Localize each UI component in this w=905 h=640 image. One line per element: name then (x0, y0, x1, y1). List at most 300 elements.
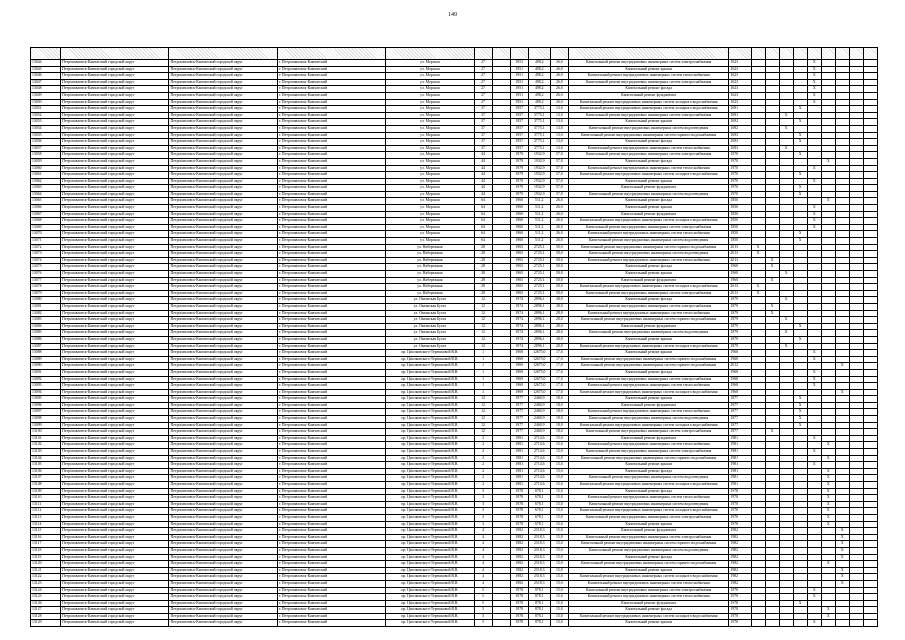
cell-year: 1965 (510, 244, 528, 251)
cell-year: 1965 (510, 251, 528, 258)
cell-mark-6 (821, 587, 835, 594)
cell-value: 50,0 (550, 271, 568, 278)
cell-mark-8 (849, 271, 863, 278)
table-row (31, 475, 878, 482)
cell-mark-7 (835, 106, 849, 113)
cell-settlement: г. Петропавловск-Камчатский (277, 251, 385, 258)
table-row (31, 152, 878, 159)
cell-street: ул. Набережная (386, 251, 474, 258)
cell-mark-1 (751, 211, 765, 218)
cell-mark-5 (807, 580, 821, 587)
cell-mark-5 (807, 514, 821, 521)
cell-mark-6 (821, 350, 835, 357)
cell-area: 2518,3 (528, 580, 550, 587)
cell-house: 64 (474, 224, 492, 231)
cell-mark-3: X (779, 112, 793, 119)
cell-region: Петропавловск-Камчатский городской округ (61, 251, 169, 258)
cell-region: Петропавловск-Камчатский городской округ (61, 501, 169, 508)
cell-plan: 1877 (729, 422, 751, 429)
cell-street: пр. Циолковского-Терешковой В.В. (386, 613, 474, 620)
cell-region: Петропавловск-Камчатский городской округ (61, 422, 169, 429)
cell-district: Петропавловск-Камчатский городской округ (169, 224, 277, 231)
cell-id: 13127 (31, 607, 61, 614)
cell-house: 28 (474, 264, 492, 271)
cell-floors (492, 112, 510, 119)
cell-mark-3 (779, 620, 793, 627)
cell-street: ул. Морская (386, 66, 474, 73)
cell-mark-6: X (821, 521, 835, 528)
cell-mark-5: X (807, 376, 821, 383)
cell-house: 12 (474, 416, 492, 423)
cell-mark-9 (863, 580, 877, 587)
cell-mark-8 (849, 356, 863, 363)
cell-street: пр. Циолковского-Терешковой В.В. (386, 356, 474, 363)
cell-floors (492, 106, 510, 113)
cell-street: ул. Морская (386, 165, 474, 172)
table-row (31, 86, 878, 93)
cell-area: 12675,0 (528, 383, 550, 390)
cell-mark-1 (751, 620, 765, 627)
cell-region: Петропавловск-Камчатский городской округ (61, 106, 169, 113)
cell-mark-9 (863, 541, 877, 548)
cell-floors (492, 73, 510, 80)
cell-mark-6 (821, 132, 835, 139)
cell-mark-8 (849, 323, 863, 330)
cell-mark-8 (849, 218, 863, 225)
cell-mark-5 (807, 198, 821, 205)
cell-work: Капитальный ремонт фундамента (568, 600, 729, 607)
cell-id: 13118 (31, 547, 61, 554)
cell-district: Петропавловск-Камчатский городской округ (169, 462, 277, 469)
cell-district: Петропавловск-Камчатский городской округ (169, 567, 277, 574)
cell-mark-6: X (821, 561, 835, 568)
cell-house: 37 (474, 125, 492, 132)
cell-mark-5: X (807, 73, 821, 80)
cell-mark-8 (849, 99, 863, 106)
cell-house: 1 (474, 383, 492, 390)
cell-floors (492, 238, 510, 245)
cell-mark-4 (793, 389, 807, 396)
cell-mark-2 (765, 501, 779, 508)
cell-region: Петропавловск-Камчатский городской округ (61, 587, 169, 594)
cell-mark-1 (751, 449, 765, 456)
cell-mark-4: X (793, 132, 807, 139)
cell-district: Петропавловск-Камчатский городской округ (169, 132, 277, 139)
cell-mark-2 (765, 422, 779, 429)
cell-value: 15,0 (550, 620, 568, 627)
cell-mark-9 (863, 488, 877, 495)
cell-district: Петропавловск-Камчатский городской округ (169, 317, 277, 324)
cell-region: Петропавловск-Камчатский городской округ (61, 158, 169, 165)
cell-id: 13049 (31, 92, 61, 99)
cell-work: Капитальный ремонт крыши (568, 205, 729, 212)
cell-district: Петропавловск-Камчатский городской округ (169, 389, 277, 396)
cell-plan: 1978 (729, 501, 751, 508)
cell-work: Капитальный ремонт внутридомовых инженерных систем электроснабжения (568, 376, 729, 383)
cell-street: пр. Циолковского-Терешковой В.В. (386, 554, 474, 561)
cell-district: Петропавловск-Камчатский городской округ (169, 488, 277, 495)
cell-mark-4: X (793, 119, 807, 126)
cell-mark-6 (821, 244, 835, 251)
cell-mark-9 (863, 303, 877, 310)
cell-street: ул. Набережная (386, 257, 474, 264)
cell-mark-5: X (807, 383, 821, 390)
cell-house: 12 (474, 297, 492, 304)
table-row (31, 99, 878, 106)
header-cell-value (550, 48, 568, 60)
cell-mark-4 (793, 488, 807, 495)
cell-street: пр. Циолковского-Терешковой В.В. (386, 442, 474, 449)
cell-street: ул. Морская (386, 139, 474, 146)
cell-work: Капитальный ремонт фундамента (568, 92, 729, 99)
cell-mark-6 (821, 251, 835, 258)
cell-mark-6 (821, 356, 835, 363)
cell-house: 2 (474, 475, 492, 482)
cell-area: 2725,1 (528, 251, 550, 258)
cell-mark-7: X (835, 574, 849, 581)
cell-house: 12 (474, 396, 492, 403)
cell-plan: 1970 (729, 185, 751, 192)
cell-mark-1 (751, 547, 765, 554)
cell-work: Капитальный ремонт внутридомовых инженерных систем теплоснабжения (568, 495, 729, 502)
cell-mark-2 (765, 92, 779, 99)
cell-id: 13108 (31, 482, 61, 489)
table-row (31, 125, 878, 132)
cell-settlement: г. Петропавловск-Камчатский (277, 534, 385, 541)
cell-value: 50,0 (550, 290, 568, 297)
cell-region: Петропавловск-Камчатский городской округ (61, 580, 169, 587)
cell-mark-8 (849, 429, 863, 436)
header-cell-house (474, 48, 492, 60)
table-row (31, 185, 878, 192)
cell-plan: 1691 (729, 106, 751, 113)
cell-mark-7 (835, 158, 849, 165)
cell-year: 1951 (510, 92, 528, 99)
cell-mark-2 (765, 521, 779, 528)
cell-house: 12 (474, 343, 492, 350)
cell-settlement: г. Петропавловск-Камчатский (277, 73, 385, 80)
cell-mark-5 (807, 422, 821, 429)
cell-mark-2 (765, 528, 779, 535)
cell-mark-5 (807, 145, 821, 152)
cell-house: 12 (474, 422, 492, 429)
cell-mark-8 (849, 416, 863, 423)
cell-area: 2714,6 (528, 475, 550, 482)
cell-mark-9 (863, 139, 877, 146)
cell-year: 1957 (510, 132, 528, 139)
cell-mark-4 (793, 495, 807, 502)
cell-mark-2 (765, 455, 779, 462)
table-row (31, 600, 878, 607)
cell-mark-6 (821, 297, 835, 304)
cell-work: Капитальный ремонт внутридомовых инженерных систем холодного водоснабжения (568, 106, 729, 113)
cell-mark-3 (779, 435, 793, 442)
cell-region: Петропавловск-Камчатский городской округ (61, 86, 169, 93)
table-row (31, 455, 878, 462)
cell-street: пр. Циолковского-Терешковой В.В. (386, 620, 474, 627)
cell-value: 15,0 (550, 449, 568, 456)
cell-mark-3: X (779, 271, 793, 278)
cell-year: 1960 (510, 211, 528, 218)
cell-value: 26,0 (550, 211, 568, 218)
cell-mark-8 (849, 613, 863, 620)
cell-district: Петропавловск-Камчатский городской округ (169, 172, 277, 179)
cell-mark-1 (751, 238, 765, 245)
table-row (31, 158, 878, 165)
cell-value: 50,0 (550, 251, 568, 258)
cell-house: 44 (474, 178, 492, 185)
cell-street: ул. Океанская Бухта (386, 310, 474, 317)
cell-mark-2 (765, 369, 779, 376)
cell-mark-2 (765, 462, 779, 469)
table-row (31, 468, 878, 475)
cell-floors (492, 521, 510, 528)
cell-settlement: г. Петропавловск-Камчатский (277, 482, 385, 489)
cell-mark-7 (835, 271, 849, 278)
cell-district: Петропавловск-Камчатский городской округ (169, 290, 277, 297)
cell-year: 1978 (510, 607, 528, 614)
cell-mark-6 (821, 165, 835, 172)
cell-street: пр. Циолковского-Терешковой В.В. (386, 435, 474, 442)
cell-mark-3 (779, 534, 793, 541)
cell-settlement: г. Петропавловск-Камчатский (277, 132, 385, 139)
cell-mark-8 (849, 600, 863, 607)
cell-floors (492, 574, 510, 581)
cell-mark-8 (849, 442, 863, 449)
cell-street: пр. Циолковского-Терешковой В.В. (386, 350, 474, 357)
cell-value: 15,0 (550, 482, 568, 489)
cell-mark-5: X (807, 224, 821, 231)
cell-mark-6 (821, 211, 835, 218)
cell-plan: 1879 (729, 330, 751, 337)
cell-year: 1957 (510, 139, 528, 146)
cell-mark-1 (751, 205, 765, 212)
cell-street: ул. Морская (386, 224, 474, 231)
cell-house: 28 (474, 284, 492, 291)
cell-house: 2 (474, 468, 492, 475)
cell-mark-4: X (793, 402, 807, 409)
header-cell-region (61, 48, 169, 60)
cell-district: Петропавловск-Камчатский городской округ (169, 396, 277, 403)
cell-mark-4 (793, 607, 807, 614)
cell-mark-2 (765, 475, 779, 482)
cell-id: 13062 (31, 178, 61, 185)
cell-mark-8 (849, 264, 863, 271)
header-cell-area (528, 48, 550, 60)
cell-floors (492, 350, 510, 357)
cell-work: Капитальный ремонт внутридомовых инженерных систем электроснабжения (568, 303, 729, 310)
cell-mark-5 (807, 613, 821, 620)
cell-work: Капитальный ремонт внутридомовых инженерных систем холодного водоснабжения (568, 172, 729, 179)
cell-mark-9 (863, 112, 877, 119)
cell-mark-5: X (807, 218, 821, 225)
cell-area: 498,2 (528, 99, 550, 106)
cell-plan: 1970 (729, 172, 751, 179)
cell-mark-4 (793, 594, 807, 601)
cell-mark-1 (751, 554, 765, 561)
cell-year: 1978 (510, 594, 528, 601)
cell-area: 1932,9 (528, 185, 550, 192)
cell-mark-5 (807, 363, 821, 370)
page-number: 149 (448, 12, 457, 18)
cell-area: 2896,1 (528, 310, 550, 317)
cell-house: 64 (474, 205, 492, 212)
cell-mark-7 (835, 449, 849, 456)
cell-value: 28,0 (550, 336, 568, 343)
cell-settlement: г. Петропавловск-Камчатский (277, 501, 385, 508)
cell-mark-1 (751, 125, 765, 132)
cell-street: пр. Циолковского-Терешковой В.В. (386, 528, 474, 535)
cell-mark-2 (765, 409, 779, 416)
cell-value: 17,0 (550, 356, 568, 363)
table-row (31, 330, 878, 337)
cell-mark-6 (821, 389, 835, 396)
cell-mark-1: X (751, 284, 765, 291)
cell-id: 13126 (31, 600, 61, 607)
cell-mark-1 (751, 60, 765, 67)
cell-plan: 1960 (729, 271, 751, 278)
cell-mark-4 (793, 317, 807, 324)
cell-street: пр. Циолковского-Терешковой В.В. (386, 363, 474, 370)
cell-mark-5 (807, 264, 821, 271)
cell-id: 13063 (31, 185, 61, 192)
cell-mark-4 (793, 514, 807, 521)
cell-mark-2 (765, 198, 779, 205)
cell-mark-6 (821, 402, 835, 409)
cell-id: 13057 (31, 145, 61, 152)
cell-region: Петропавловск-Камчатский городской округ (61, 257, 169, 264)
cell-house: 1 (474, 369, 492, 376)
cell-region: Петропавловск-Камчатский городской округ (61, 350, 169, 357)
cell-id: 13104 (31, 455, 61, 462)
cell-region: Петропавловск-Камчатский городской округ (61, 369, 169, 376)
cell-district: Петропавловск-Камчатский городской округ (169, 303, 277, 310)
cell-house: 12 (474, 317, 492, 324)
cell-year: 1957 (510, 145, 528, 152)
cell-mark-3 (779, 251, 793, 258)
cell-work: Капитальный ремонт внутридомовых инженерных систем теплоснабжения (568, 580, 729, 587)
cell-mark-3 (779, 547, 793, 554)
cell-year: 1982 (510, 541, 528, 548)
cell-mark-3 (779, 429, 793, 436)
cell-settlement: г. Петропавловск-Камчатский (277, 218, 385, 225)
cell-work: Капитальный ремонт внутридомовых инженерных систем теплоснабжения (568, 594, 729, 601)
cell-work: Капитальный ремонт внутридомовых инженерных систем водоотведения (568, 191, 729, 198)
table-row (31, 205, 878, 212)
cell-mark-5 (807, 521, 821, 528)
cell-value: 13,0 (550, 139, 568, 146)
cell-mark-3 (779, 541, 793, 548)
cell-mark-9 (863, 231, 877, 238)
cell-area: 2460,9 (528, 409, 550, 416)
cell-mark-6 (821, 125, 835, 132)
cell-mark-1 (751, 112, 765, 119)
cell-mark-4 (793, 356, 807, 363)
cell-id: 13069 (31, 224, 61, 231)
cell-district: Петропавловск-Камчатский городской округ (169, 607, 277, 614)
cell-work: Капитальный ремонт внутридомовых инженерных систем электроснабжения (568, 290, 729, 297)
cell-id: 13113 (31, 514, 61, 521)
cell-mark-3 (779, 92, 793, 99)
cell-floors (492, 422, 510, 429)
cell-mark-9 (863, 336, 877, 343)
cell-mark-6 (821, 323, 835, 330)
cell-settlement: г. Петропавловск-Камчатский (277, 257, 385, 264)
cell-mark-5 (807, 112, 821, 119)
table-header-row (31, 48, 878, 60)
cell-district: Петропавловск-Камчатский городской округ (169, 297, 277, 304)
cell-mark-6 (821, 336, 835, 343)
cell-value: 15,0 (550, 541, 568, 548)
cell-street: ул. Морская (386, 158, 474, 165)
cell-mark-3 (779, 218, 793, 225)
cell-mark-2 (765, 132, 779, 139)
cell-mark-3: X (779, 343, 793, 350)
cell-settlement: г. Петропавловск-Камчатский (277, 528, 385, 535)
cell-year: 1957 (510, 112, 528, 119)
table-row (31, 422, 878, 429)
cell-mark-4 (793, 205, 807, 212)
cell-id: 13047 (31, 79, 61, 86)
cell-value: 18,0 (550, 422, 568, 429)
cell-mark-5 (807, 132, 821, 139)
cell-year: 1969 (510, 383, 528, 390)
cell-floors (492, 185, 510, 192)
cell-work: Капитальный ремонт внутридомовых инженерных систем теплоснабжения (568, 145, 729, 152)
cell-house: 2 (474, 435, 492, 442)
cell-mark-7 (835, 323, 849, 330)
cell-mark-9 (863, 132, 877, 139)
cell-settlement: г. Петропавловск-Камчатский (277, 409, 385, 416)
cell-area: 511,2 (528, 211, 550, 218)
cell-id: 13082 (31, 310, 61, 317)
cell-mark-8 (849, 620, 863, 627)
cell-mark-7 (835, 152, 849, 159)
cell-mark-8 (849, 198, 863, 205)
cell-year: 1981 (510, 482, 528, 489)
cell-mark-8 (849, 462, 863, 469)
cell-mark-3 (779, 376, 793, 383)
cell-mark-9 (863, 191, 877, 198)
cell-floors (492, 310, 510, 317)
cell-mark-7 (835, 468, 849, 475)
cell-mark-5: X (807, 462, 821, 469)
cell-value: 26,0 (550, 218, 568, 225)
cell-mark-4 (793, 330, 807, 337)
cell-mark-8 (849, 73, 863, 80)
cell-mark-9 (863, 79, 877, 86)
cell-mark-4 (793, 198, 807, 205)
cell-mark-5 (807, 495, 821, 502)
cell-street: ул. Океанская Бухта (386, 343, 474, 350)
cell-house: 3 (474, 514, 492, 521)
cell-settlement: г. Петропавловск-Камчатский (277, 284, 385, 291)
cell-mark-6 (821, 106, 835, 113)
cell-value: 50,0 (550, 277, 568, 284)
cell-plan: 1982 (729, 547, 751, 554)
cell-year: 1951 (510, 99, 528, 106)
cell-id: 13096 (31, 402, 61, 409)
cell-mark-1 (751, 356, 765, 363)
cell-plan: 1968 (729, 356, 751, 363)
cell-plan: 1981 (729, 449, 751, 456)
cell-work: Капитальный ремонт фасада (568, 86, 729, 93)
cell-mark-9 (863, 60, 877, 67)
cell-year: 1981 (510, 475, 528, 482)
cell-plan: 1623 (729, 79, 751, 86)
cell-mark-8 (849, 231, 863, 238)
cell-mark-8 (849, 561, 863, 568)
